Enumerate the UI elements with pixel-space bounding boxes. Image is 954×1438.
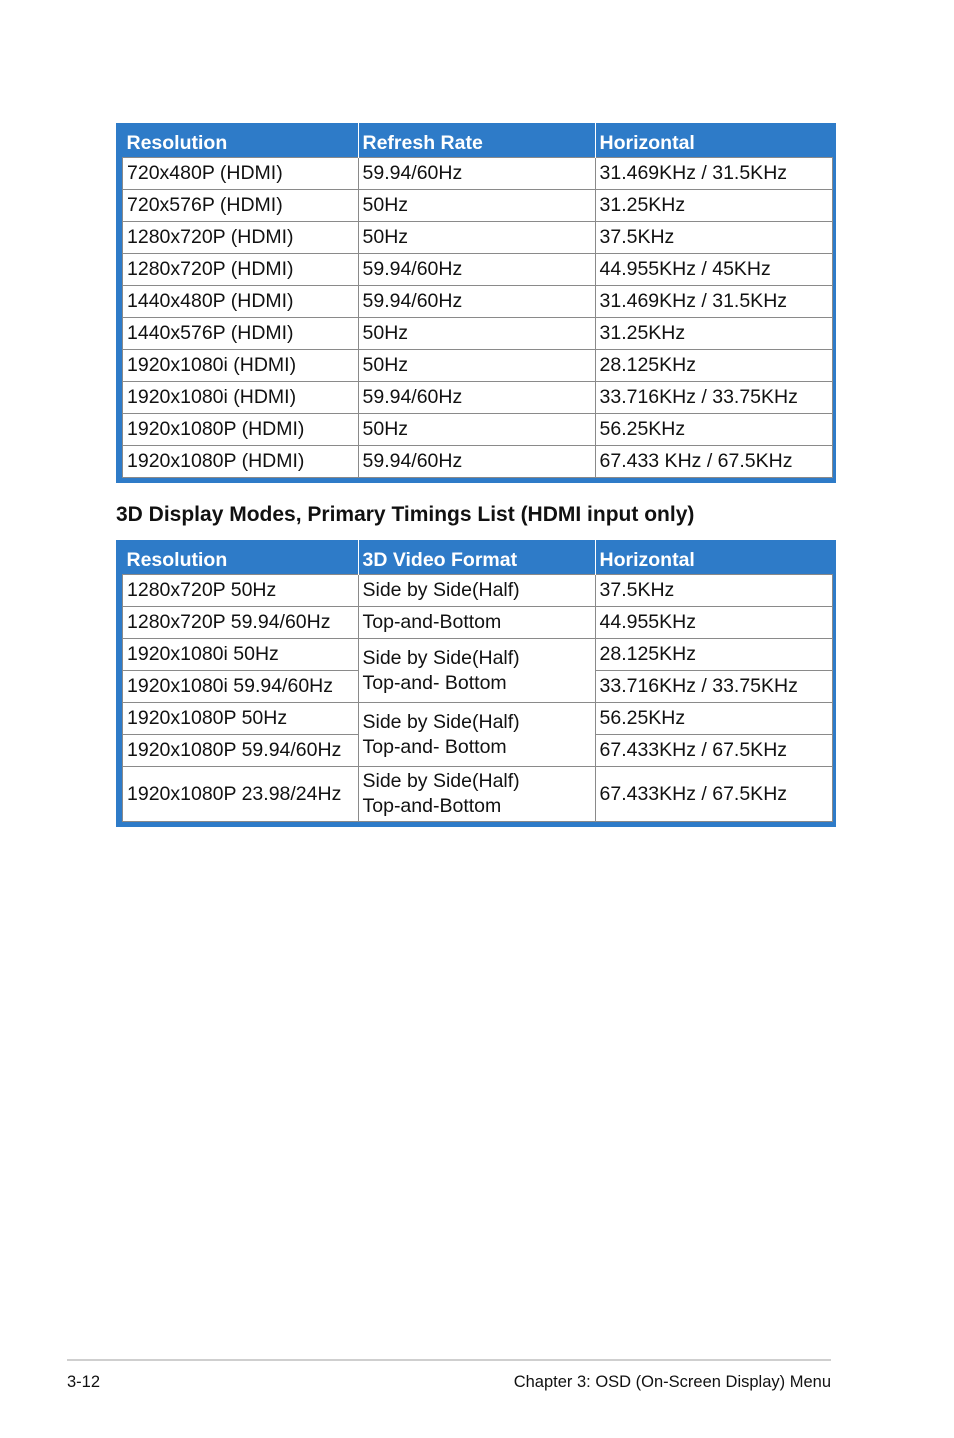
table-cell: 1440x576P (HDMI) <box>123 318 359 350</box>
table-cell: 1920x1080i (HDMI) <box>123 350 359 382</box>
page-number: 3-12 <box>67 1373 101 1391</box>
timings-table <box>116 123 836 483</box>
column-header: 3D Video Format <box>358 540 595 575</box>
table-cell: 59.94/60Hz <box>358 254 595 286</box>
table-cell: Side by Side(Half) <box>358 575 595 607</box>
table-cell: 44.955KHz <box>595 607 833 639</box>
table-cell: 1920x1080i 59.94/60Hz <box>123 671 359 703</box>
table-cell: 28.125KHz <box>595 350 833 382</box>
table-row <box>123 767 833 822</box>
table-row <box>123 382 833 414</box>
table-cell: 56.25KHz <box>595 414 833 446</box>
table-cell: 50Hz <box>358 190 595 222</box>
table-cell: 1920x1080P (HDMI) <box>123 446 359 478</box>
table-header-row <box>123 540 833 575</box>
table-row <box>123 158 833 190</box>
table-row <box>123 639 833 671</box>
table-cell: 31.469KHz / 31.5KHz <box>595 286 833 318</box>
table-cell <box>358 767 595 822</box>
table-cell: 1280x720P 59.94/60Hz <box>123 607 359 639</box>
table-row <box>123 254 833 286</box>
table-cell: 31.25KHz <box>595 318 833 350</box>
table-cell: 28.125KHz <box>595 639 833 671</box>
table-cell: 1920x1080P 50Hz <box>123 703 359 735</box>
table-cell: 33.716KHz / 33.75KHz <box>595 671 833 703</box>
table-cell: 67.433KHz / 67.5KHz <box>595 767 833 822</box>
table-cell: 50Hz <box>358 318 595 350</box>
table-cell: 37.5KHz <box>595 575 833 607</box>
column-header: Horizontal <box>595 123 833 158</box>
table-row <box>123 607 833 639</box>
table-cell: 1920x1080i (HDMI) <box>123 382 359 414</box>
table-cell: 50Hz <box>358 222 595 254</box>
format-line: Side by Side(Half) <box>362 646 520 669</box>
table-cell: 1280x720P 50Hz <box>123 575 359 607</box>
table-row <box>123 286 833 318</box>
table-cell: 50Hz <box>358 414 595 446</box>
table-cell: 1280x720P (HDMI) <box>123 254 359 286</box>
table-cell: 33.716KHz / 33.75KHz <box>595 382 833 414</box>
chapter-title: Chapter 3: OSD (On-Screen Display) Menu <box>513 1373 831 1391</box>
table-cell: 720x480P (HDMI) <box>123 158 359 190</box>
table-row <box>123 222 833 254</box>
table-row <box>123 318 833 350</box>
column-header: Resolution <box>123 540 359 575</box>
column-header: Refresh Rate <box>358 123 595 158</box>
table-row <box>123 414 833 446</box>
table-cell: 50Hz <box>358 350 595 382</box>
format-line: Top-and- Bottom <box>362 735 507 758</box>
table-cell-merged <box>358 639 595 703</box>
footer-divider <box>67 1359 831 1361</box>
table-cell: 67.433KHz / 67.5KHz <box>595 735 833 767</box>
table-cell: 44.955KHz / 45KHz <box>595 254 833 286</box>
table-cell: 59.94/60Hz <box>358 446 595 478</box>
table-cell: 59.94/60Hz <box>358 382 595 414</box>
table-cell: 1280x720P (HDMI) <box>123 222 359 254</box>
table-cell: 1440x480P (HDMI) <box>123 286 359 318</box>
table-cell: 1920x1080P (HDMI) <box>123 414 359 446</box>
table-row <box>123 350 833 382</box>
table-cell: 67.433 KHz / 67.5KHz <box>595 446 833 478</box>
table-cell: 59.94/60Hz <box>358 158 595 190</box>
format-line: Top-and- Bottom <box>362 671 507 694</box>
format-line: Side by Side(Half) <box>362 710 520 733</box>
table-cell: 720x576P (HDMI) <box>123 190 359 222</box>
table-header-row <box>123 123 833 158</box>
table-row <box>123 190 833 222</box>
table-row <box>123 575 833 607</box>
table-cell: 1920x1080i 50Hz <box>123 639 359 671</box>
table-cell: 37.5KHz <box>595 222 833 254</box>
table-cell: 1920x1080P 23.98/24Hz <box>123 767 359 822</box>
table-cell-merged <box>358 703 595 767</box>
table-cell: 1920x1080P 59.94/60Hz <box>123 735 359 767</box>
column-header: Resolution <box>123 123 359 158</box>
table-row <box>123 703 833 735</box>
table-cell: Top-and-Bottom <box>358 607 595 639</box>
3d-modes-table <box>116 540 836 827</box>
table-cell: 31.25KHz <box>595 190 833 222</box>
section-title: 3D Display Modes, Primary Timings List (HDMI input only) <box>116 503 695 526</box>
format-line: Side by Side(Half) <box>362 770 520 792</box>
table-row <box>123 446 833 478</box>
table-cell: 31.469KHz / 31.5KHz <box>595 158 833 190</box>
table-cell: 59.94/60Hz <box>358 286 595 318</box>
table-cell: 56.25KHz <box>595 703 833 735</box>
column-header: Horizontal <box>595 540 833 575</box>
format-line: Top-and-Bottom <box>362 795 502 817</box>
